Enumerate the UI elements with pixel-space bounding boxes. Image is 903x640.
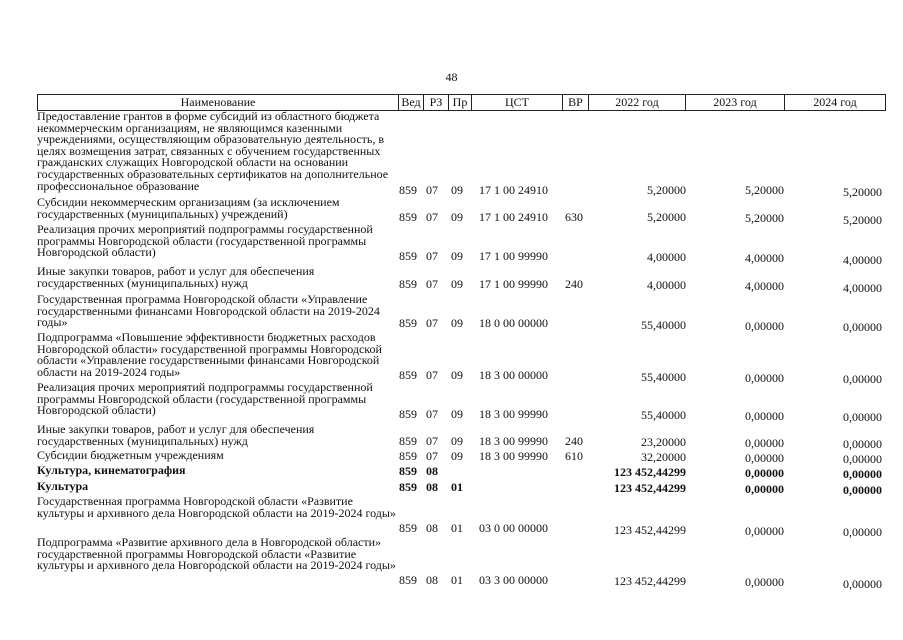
table-row — [37, 424, 886, 450]
row-2022: 5,20000 — [647, 183, 686, 197]
row-rz: 07 — [426, 183, 438, 197]
row-ved: 859 — [399, 316, 417, 330]
row-cst: 17 1 00 99990 — [479, 249, 548, 263]
row-cst: 18 3 00 00000 — [479, 368, 548, 382]
row-ved: 859 — [399, 277, 417, 291]
row-ved: 859 — [399, 573, 417, 587]
row-2023: 0,00000 — [745, 524, 784, 538]
row-pr: 01 — [451, 521, 463, 535]
row-2023: 0,00000 — [745, 371, 784, 385]
header-ved: Вед — [398, 95, 423, 110]
row-cst: 18 3 00 99990 — [479, 407, 548, 421]
header-cst: ЦСТ — [471, 95, 562, 110]
header-2024: 2024 год — [784, 95, 885, 110]
row-pr: 09 — [451, 249, 463, 263]
row-2023: 4,00000 — [745, 279, 784, 293]
row-2023: 4,00000 — [745, 251, 784, 265]
row-2022: 32,20000 — [641, 450, 686, 464]
row-2024: 0,00000 — [843, 372, 882, 386]
table-row — [37, 222, 886, 267]
row-rz: 07 — [426, 277, 438, 291]
row-2024: 0,00000 — [843, 320, 882, 334]
row-rz: 07 — [426, 434, 438, 448]
row-name: Реализация прочих мероприятий подпрограммы государственной программы Новгородской области (государственной программы Новгородской области) — [37, 222, 373, 260]
row-ved: 859 — [399, 249, 417, 263]
header-2022: 2022 год — [588, 95, 685, 110]
row-ved: 859 — [399, 521, 417, 535]
header-rz: РЗ — [423, 95, 448, 110]
table-row — [37, 537, 886, 591]
row-pr: 09 — [451, 368, 463, 382]
row-2022: 123 452,44299 — [614, 481, 686, 495]
row-cst: 18 0 00 00000 — [479, 316, 548, 330]
row-pr: 09 — [451, 316, 463, 330]
row-2024: 0,00000 — [843, 452, 882, 466]
table-row — [37, 330, 886, 386]
table-row — [37, 481, 886, 495]
row-2022: 123 452,44299 — [614, 574, 686, 588]
row-2024: 5,20000 — [843, 213, 882, 227]
row-2022: 55,40000 — [641, 408, 686, 422]
row-pr: 09 — [451, 183, 463, 197]
header-name: Наименование — [180, 95, 256, 109]
row-rz: 07 — [426, 368, 438, 382]
row-2024: 4,00000 — [843, 253, 882, 267]
row-pr: 01 — [451, 573, 463, 587]
row-ved: 859 — [399, 480, 417, 494]
table-row — [37, 494, 886, 539]
row-rz: 07 — [426, 249, 438, 263]
row-name: Государственная программа Новгородской области «Развитие культуры и архивного дела Новгородской области на 2019-2024 годы» — [37, 494, 396, 520]
row-name: Иные закупки товаров, работ и услуг для обеспечения государственных (муниципальных) нужд — [37, 264, 315, 290]
row-2023: 5,20000 — [745, 211, 784, 225]
row-ved: 859 — [399, 464, 417, 478]
row-ved: 859 — [399, 434, 417, 448]
row-name: Культура, кинематография — [37, 463, 186, 477]
row-rz: 08 — [426, 480, 438, 494]
row-2023: 5,20000 — [745, 183, 784, 197]
row-2022: 4,00000 — [647, 278, 686, 292]
row-2024: 0,00000 — [843, 577, 882, 591]
row-pr: 09 — [451, 277, 463, 291]
row-vr: 610 — [565, 449, 583, 463]
table-row — [37, 465, 886, 479]
row-ved: 859 — [399, 183, 417, 197]
row-name: Реализация прочих мероприятий подпрограммы государственной программы Новгородской области (государственной программы Новгородской области) — [37, 380, 373, 418]
row-cst: 03 0 00 00000 — [479, 521, 548, 535]
row-name: Субсидии некоммерческим организациям (за исключением государственных (муниципальных) учреждений) — [37, 195, 340, 221]
table-row — [37, 197, 886, 225]
row-pr: 09 — [451, 210, 463, 224]
row-ved: 859 — [399, 407, 417, 421]
row-pr: 09 — [451, 407, 463, 421]
row-2024: 0,00000 — [843, 410, 882, 424]
row-rz: 07 — [426, 407, 438, 421]
row-vr: 630 — [565, 210, 583, 224]
row-rz: 07 — [426, 210, 438, 224]
row-2022: 55,40000 — [641, 370, 686, 384]
row-name: Субсидии бюджетным учреждениям — [37, 448, 224, 462]
row-cst: 17 1 00 24910 — [479, 183, 548, 197]
row-cst: 17 1 00 24910 — [479, 210, 548, 224]
row-pr: 09 — [451, 449, 463, 463]
row-2024: 0,00000 — [843, 525, 882, 539]
row-2024: 5,20000 — [843, 185, 882, 199]
row-vr: 240 — [565, 434, 583, 448]
table-row — [37, 264, 886, 295]
row-2022: 23,20000 — [641, 435, 686, 449]
row-ved: 859 — [399, 368, 417, 382]
row-ved: 859 — [399, 449, 417, 463]
row-cst: 18 3 00 99990 — [479, 434, 548, 448]
row-2023: 0,00000 — [745, 436, 784, 450]
row-name: Подпрограмма «Развитие архивного дела в Новгородской области» государственной программы Новгородской области «Развитие культуры и архивного дела Новгородской области на 2019-2024 годы» — [37, 535, 396, 573]
header-pr: Пр — [448, 95, 471, 110]
row-name: Культура — [37, 479, 89, 493]
row-2023: 0,00000 — [745, 319, 784, 333]
row-2022: 55,40000 — [641, 318, 686, 332]
row-2022: 123 452,44299 — [614, 523, 686, 537]
row-cst: 17 1 00 99990 — [479, 277, 548, 291]
row-rz: 08 — [426, 521, 438, 535]
page-number: 48 — [445, 70, 458, 84]
row-name: Иные закупки товаров, работ и услуг для обеспечения государственных (муниципальных) нужд — [37, 422, 315, 448]
row-cst: 18 3 00 99990 — [479, 449, 548, 463]
row-vr: 240 — [565, 277, 583, 291]
row-rz: 07 — [426, 316, 438, 330]
row-name: Подпрограмма «Повышение эффективности бюджетных расходов Новгородской области» государственной программы Новгородской области «Управление государственными финансами Новгородской области на 2019-2024 годы» — [37, 330, 382, 379]
row-2022: 123 452,44299 — [614, 465, 686, 479]
row-2023: 0,00000 — [745, 482, 784, 496]
row-2024: 4,00000 — [843, 281, 882, 295]
row-2022: 4,00000 — [647, 250, 686, 264]
table-row — [37, 109, 886, 199]
header-vr: ВР — [562, 95, 588, 110]
row-2023: 0,00000 — [745, 466, 784, 480]
row-2022: 5,20000 — [647, 210, 686, 224]
row-name: Предоставление грантов в форме субсидий из областного бюджета некоммерческим организациям, не являющимся казенными учреждениями, осуществляющим образовательную деятельность, в целях возмещения затрат, связанных с обучением государственных гражданских служащих Новгородской области на основании государственных образовательных сертификатов на дополнительное профессиональное образование — [37, 109, 389, 193]
row-ved: 859 — [399, 210, 417, 224]
row-2024: 0,00000 — [843, 467, 882, 481]
row-2024: 0,00000 — [843, 483, 882, 497]
row-rz: 07 — [426, 449, 438, 463]
row-pr: 01 — [451, 480, 463, 494]
row-2023: 0,00000 — [745, 575, 784, 589]
row-2024: 0,00000 — [843, 437, 882, 451]
table-row — [37, 450, 886, 464]
row-cst: 03 3 00 00000 — [479, 573, 548, 587]
row-2023: 0,00000 — [745, 409, 784, 423]
table-row — [37, 382, 886, 422]
table-row — [37, 294, 886, 334]
row-2023: 0,00000 — [745, 451, 784, 465]
row-pr: 09 — [451, 434, 463, 448]
header-2023: 2023 год — [685, 95, 784, 110]
row-rz: 08 — [426, 573, 438, 587]
row-name: Государственная программа Новгородской области «Управление государственными финансами Новгородской области на 2019-2024 годы» — [37, 292, 380, 330]
row-rz: 08 — [426, 464, 438, 478]
